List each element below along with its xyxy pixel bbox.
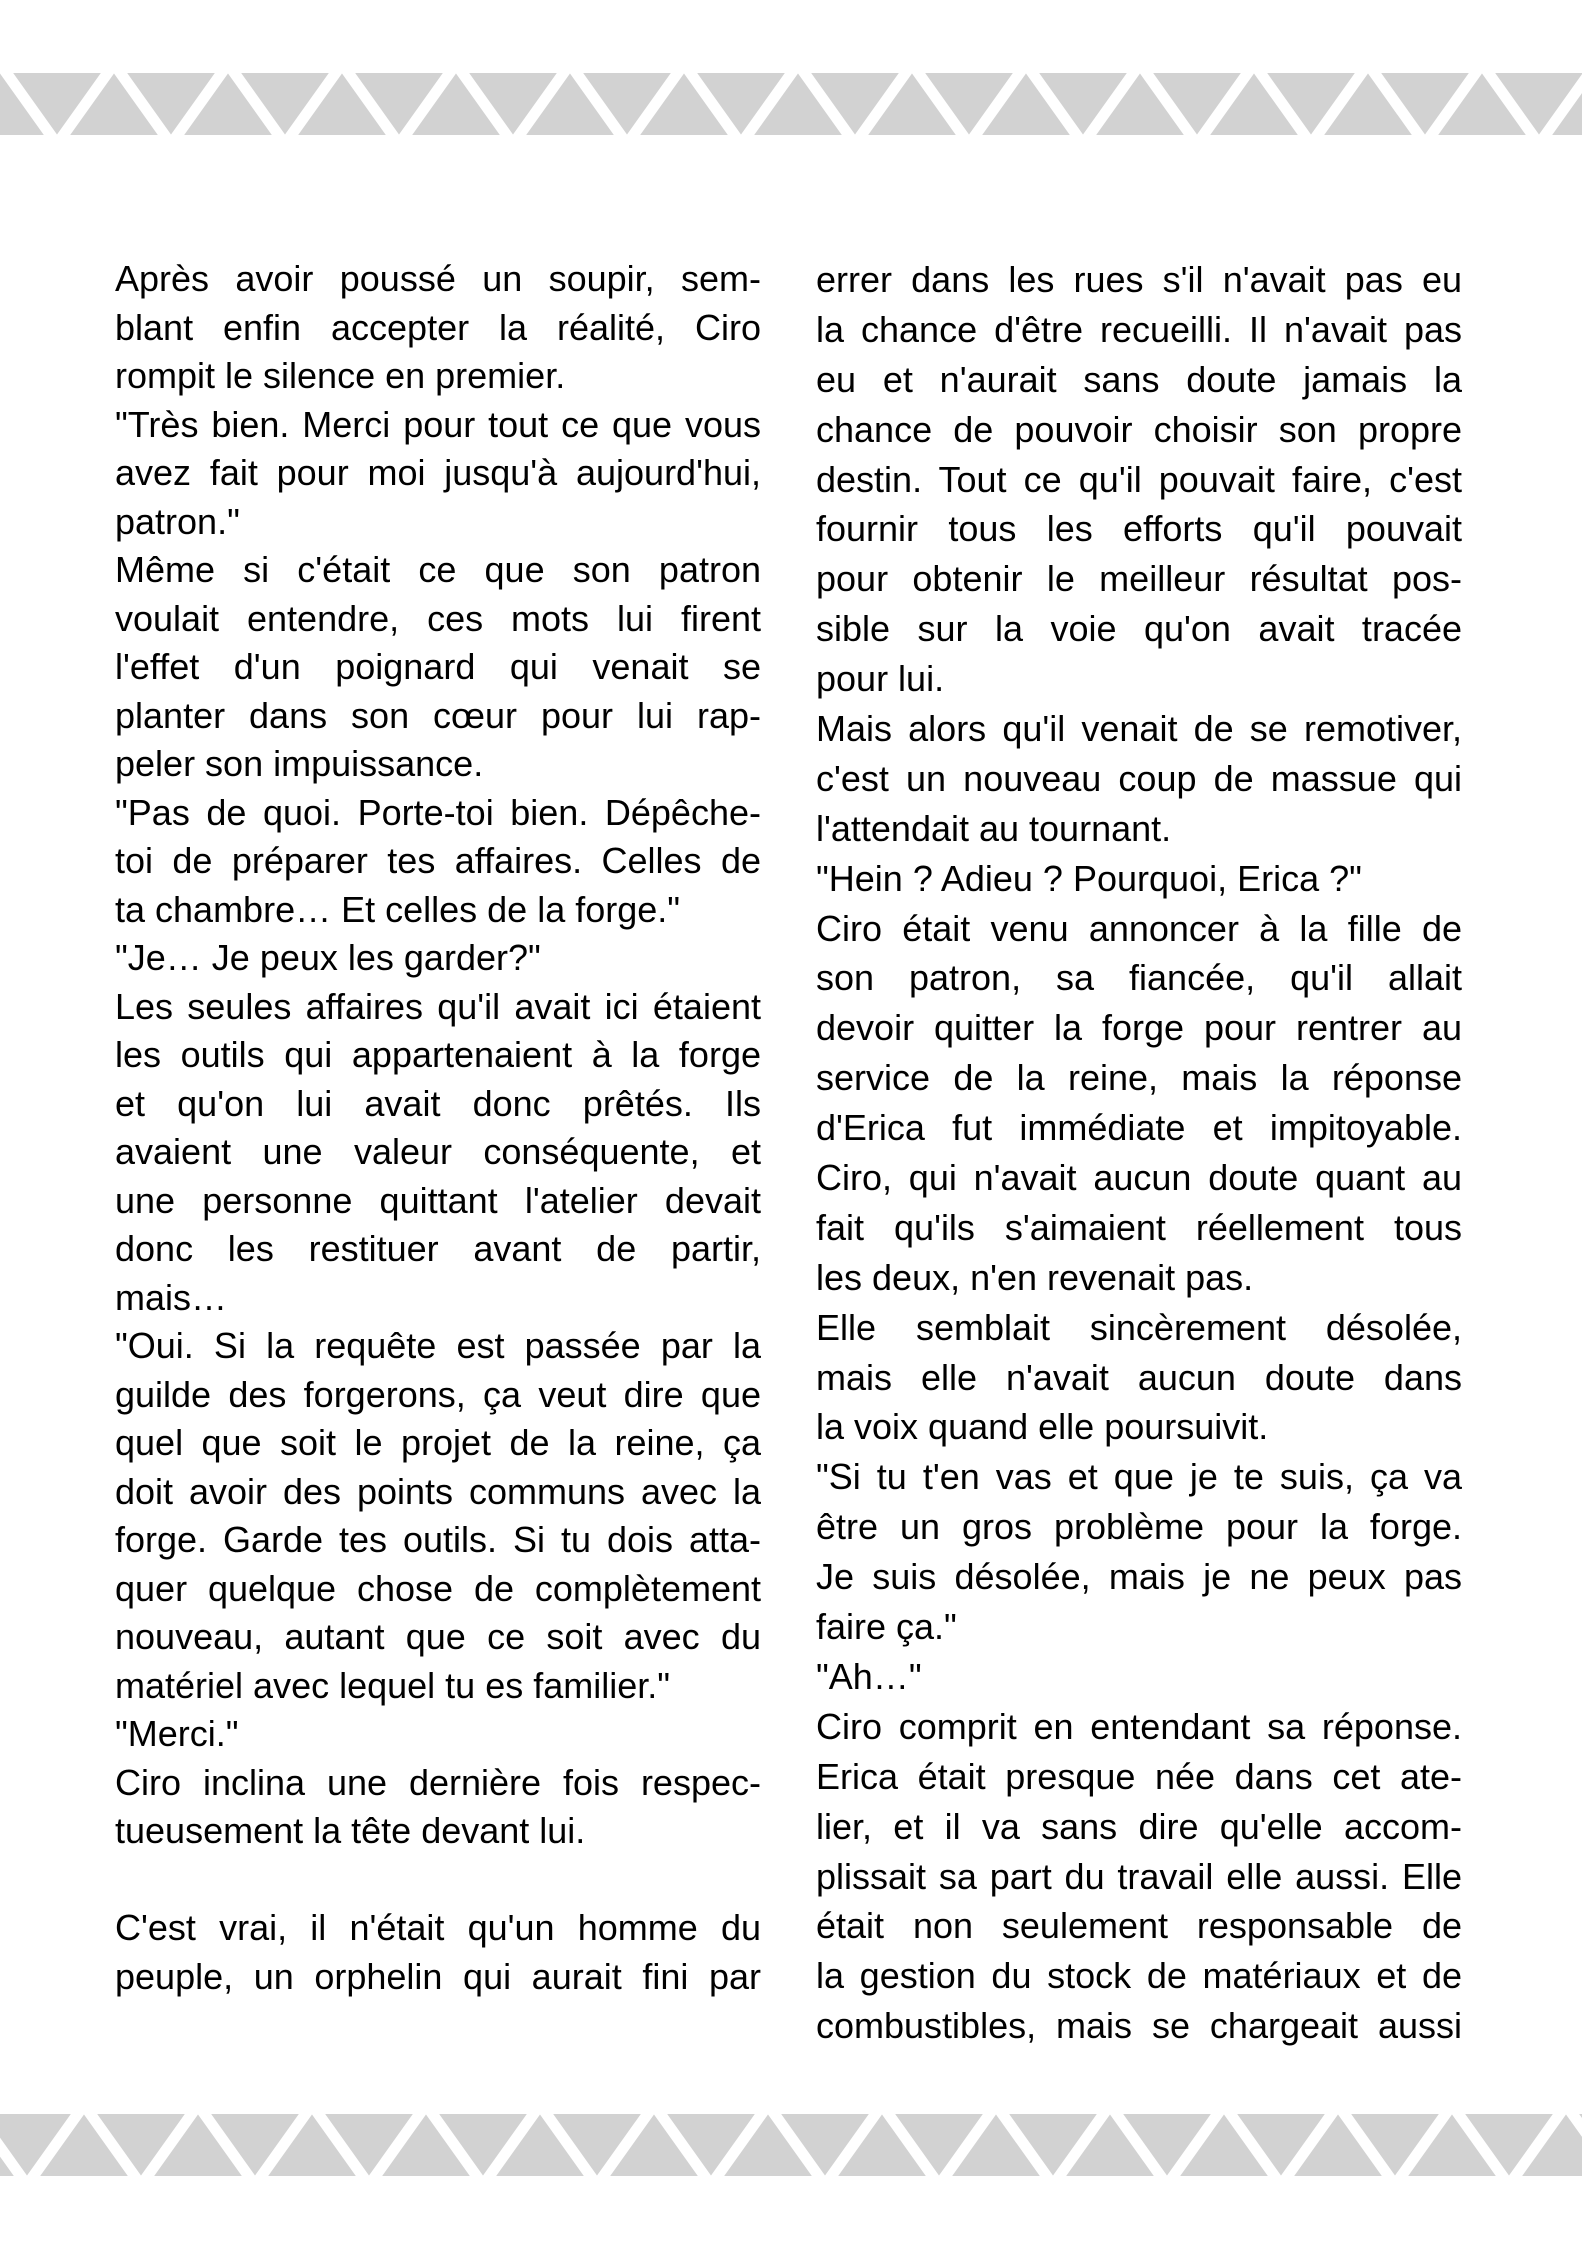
text-line: c'est un nouveau coup de massue qui (816, 757, 1462, 799)
text-line: forge. Garde tes outils. Si tu dois atta- (115, 1519, 761, 1560)
text-line: la chance d'être recueilli. Il n'avait pas (816, 308, 1462, 350)
text-line: "Ah…" (816, 1655, 922, 1697)
text-line: avez fait pour moi jusqu'à aujourd'hui, (115, 452, 761, 493)
text-line: Après avoir poussé un soupir, sem- (115, 258, 761, 299)
text-line: la voix quand elle poursuivit. (816, 1406, 1269, 1448)
text-line: les deux, n'en revenait pas. (816, 1256, 1254, 1298)
text-line: "Très bien. Merci pour tout ce que vous (115, 403, 761, 445)
text-line: et qu'on lui avait donc prêtés. Ils (115, 1082, 761, 1124)
text-line: d'Erica fut immédiate et impitoyable. (816, 1107, 1462, 1149)
text-line: sible sur la voie qu'on avait tracée (816, 608, 1462, 650)
text-line: fait qu'ils s'aimaient réellement tous (816, 1206, 1462, 1248)
text-line: chance de pouvoir choisir son propre (816, 408, 1462, 450)
text-column-right (816, 255, 1462, 2051)
text-line: "Merci." (115, 1713, 239, 1754)
text-line: être un gros problème pour la forge. (816, 1506, 1462, 1548)
text-line: faire ça." (816, 1606, 957, 1648)
text-line: "Pas de quoi. Porte-toi bien. Dépêche- (115, 791, 761, 833)
text-line: Erica était presque née dans cet ate- (816, 1755, 1462, 1797)
text-line: mais… (115, 1276, 228, 1318)
text-line: "Hein ? Adieu ? Pourquoi, Erica ?" (816, 857, 1362, 899)
text-line: voulait entendre, ces mots lui firent (115, 597, 761, 639)
zigzag-border-bottom (0, 2114, 1582, 2176)
text-line: son patron, sa fiancée, qu'il allait (816, 957, 1462, 999)
text-line: "Si tu t'en vas et que je te suis, ça va (816, 1456, 1462, 1498)
text-line: service de la reine, mais la réponse (816, 1057, 1462, 1099)
text-line: doit avoir des points communs avec la (115, 1470, 761, 1512)
text-line: pour obtenir le meilleur résultat pos- (816, 558, 1462, 600)
text-line: l'effet d'un poignard qui venait se (115, 646, 761, 687)
text-line: donc les restituer avant de partir, (115, 1228, 761, 1269)
text-line: guilde des forgerons, ça veut dire que (115, 1373, 761, 1415)
text-line: combustibles, mais se chargeait aussi (816, 2005, 1462, 2047)
text-line: ta chambre… Et celles de la forge." (115, 888, 681, 930)
text-line: "Je… Je peux les garder?" (115, 937, 541, 978)
text-column-left (115, 255, 761, 2001)
text-line: lier, et il va sans dire qu'elle accom- (816, 1805, 1462, 1847)
text-line: Même si c'était ce que son patron (115, 549, 761, 590)
text-line: plissait sa part du travail elle aussi. Elle (816, 1855, 1462, 1897)
text-line: peler son impuissance. (115, 743, 484, 784)
text-line: Les seules affaires qu'il avait ici étaient (115, 985, 761, 1027)
text-line: mais elle n'avait aucun doute dans (816, 1356, 1462, 1398)
text-line: nouveau, autant que ce soit avec du (115, 1616, 761, 1657)
text-line: Ciro comprit en entendant sa réponse. (816, 1705, 1462, 1747)
text-line: patron." (115, 500, 240, 542)
text-line: Ciro était venu annoncer à la fille de (816, 907, 1462, 949)
text-line: Ciro inclina une dernière fois respec- (115, 1761, 761, 1803)
text-line: Je suis désolée, mais je ne peux pas (816, 1556, 1462, 1598)
text-line: destin. Tout ce qu'il pouvait faire, c'est (816, 458, 1462, 500)
text-line: pour lui. (816, 658, 945, 700)
text-line: toi de préparer tes affaires. Celles de (115, 840, 761, 881)
text-line: la gestion du stock de matériaux et de (816, 1955, 1462, 1997)
text-line: rompit le silence en premier. (115, 355, 566, 396)
text-line: blant enfin accepter la réalité, Ciro (115, 306, 761, 348)
text-line: les outils qui appartenaient à la forge (115, 1034, 761, 1075)
text-line: avaient une valeur conséquente, et (115, 1131, 761, 1172)
text-line: Ciro, qui n'avait aucun doute quant au (816, 1157, 1462, 1199)
text-line: planter dans son cœur pour lui rap- (115, 694, 761, 736)
text-line: matériel avec lequel tu es familier." (115, 1664, 671, 1706)
text-line: C'est vrai, il n'était qu'un homme du (115, 1907, 761, 1948)
text-line: l'attendait au tournant. (816, 807, 1172, 849)
text-line: une personne quittant l'atelier devait (115, 1179, 761, 1221)
text-line: quer quelque chose de complètement (115, 1567, 761, 1609)
blank-line (115, 1856, 761, 1905)
text-line: peuple, un orphelin qui aurait fini par (115, 1955, 761, 1997)
text-line: errer dans les rues s'il n'avait pas eu (816, 259, 1462, 300)
zigzag-border-top (0, 73, 1582, 135)
text-line: Elle semblait sincèrement désolée, (816, 1306, 1462, 1348)
text-line: Mais alors qu'il venait de se remotiver, (816, 708, 1462, 750)
text-line: "Oui. Si la requête est passée par la (115, 1325, 761, 1366)
text-line: était non seulement responsable de (816, 1905, 1462, 1947)
text-line: quel que soit le projet de la reine, ça (115, 1422, 761, 1463)
text-line: eu et n'aurait sans doute jamais la (816, 358, 1462, 400)
text-line: fournir tous les efforts qu'il pouvait (816, 508, 1462, 550)
text-line: tueusement la tête devant lui. (115, 1810, 586, 1851)
text-line: devoir quitter la forge pour rentrer au (816, 1007, 1462, 1049)
